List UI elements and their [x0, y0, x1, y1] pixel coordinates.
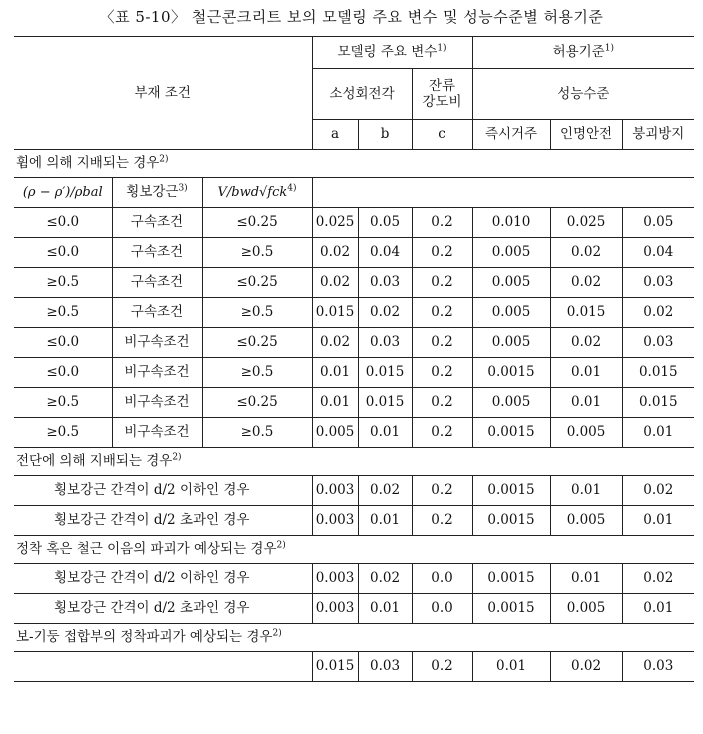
value-cp-cell: 0.03	[622, 328, 694, 358]
value-b-cell: 0.05	[358, 208, 412, 238]
value-c-cell: 0.2	[412, 388, 472, 418]
value-io-cell: 0.005	[472, 238, 550, 268]
table-row	[14, 238, 694, 268]
value-a-cell: 0.02	[312, 238, 358, 268]
value-a-cell: 0.01	[312, 358, 358, 388]
acceptance-header: 허용기준$^{1)}$	[472, 37, 694, 69]
col-b-header: b	[358, 120, 412, 150]
condition-label-cell: 횡보강근 간격이 d/2 초과인 경우	[14, 594, 312, 624]
value-c-cell: 0.0	[412, 564, 472, 594]
rho-cell: ≥0.5	[14, 388, 112, 418]
col-ls-header: 인명안전	[550, 120, 622, 150]
value-cp-cell: 0.02	[622, 476, 694, 506]
shear-ratio-cell: ≤0.25	[202, 268, 312, 298]
transverse-reinforcement-cell: 구속조건	[112, 298, 202, 328]
value-io-cell: 0.005	[472, 328, 550, 358]
value-ls-cell: 0.01	[550, 476, 622, 506]
value-a-cell: 0.003	[312, 594, 358, 624]
table-row	[14, 358, 694, 388]
value-a-cell: 0.003	[312, 564, 358, 594]
value-c-cell: 0.2	[412, 358, 472, 388]
value-ls-cell: 0.02	[550, 328, 622, 358]
value-cp-cell: 0.015	[622, 388, 694, 418]
value-c-cell: 0.2	[412, 652, 472, 682]
value-io-cell: 0.0015	[472, 594, 550, 624]
col-a-header: a	[312, 120, 358, 150]
value-io-cell: 0.01	[472, 652, 550, 682]
value-c-cell: 0.0	[412, 594, 472, 624]
value-io-cell: 0.005	[472, 298, 550, 328]
plastic-rotation-header: 소성회전각	[312, 69, 412, 120]
modeling-params-header: 모델링 주요 변수$^{1)}$	[312, 37, 472, 69]
value-b-cell: 0.01	[358, 506, 412, 536]
value-a-cell: 0.005	[312, 418, 358, 448]
value-cp-cell: 0.02	[622, 564, 694, 594]
table-row	[14, 388, 694, 418]
table-row	[14, 594, 694, 624]
value-io-cell: 0.0015	[472, 476, 550, 506]
value-b-cell: 0.015	[358, 358, 412, 388]
table-row	[14, 476, 694, 506]
joint-rows	[14, 652, 694, 682]
value-ls-cell: 0.02	[550, 268, 622, 298]
value-a-cell: 0.01	[312, 388, 358, 418]
transverse-reinforcement-cell: 구속조건	[112, 238, 202, 268]
value-b-cell: 0.015	[358, 388, 412, 418]
table-row	[14, 208, 694, 238]
value-io-cell: 0.0015	[472, 506, 550, 536]
transverse-reinforcement-cell: 구속조건	[112, 268, 202, 298]
section-title-shear: 전단에 의해 지배되는 경우$^{2)}$	[14, 448, 694, 476]
shear-ratio-cell: ≤0.25	[202, 208, 312, 238]
value-io-cell: 0.005	[472, 268, 550, 298]
value-ls-cell: 0.01	[550, 388, 622, 418]
value-ls-cell: 0.005	[550, 506, 622, 536]
value-b-cell: 0.02	[358, 476, 412, 506]
table-row	[14, 652, 694, 682]
value-b-cell: 0.03	[358, 328, 412, 358]
value-a-cell: 0.003	[312, 506, 358, 536]
value-io-cell: 0.0015	[472, 564, 550, 594]
condition-label-cell: 횡보강근 간격이 d/2 이하인 경우	[14, 476, 312, 506]
shear-ratio-cell: ≥0.5	[202, 238, 312, 268]
value-b-cell: 0.04	[358, 238, 412, 268]
acceptance-criteria-table	[14, 36, 694, 682]
transverse-reinforcement-cell: 비구속조건	[112, 418, 202, 448]
rho-cell: ≤0.0	[14, 328, 112, 358]
value-c-cell: 0.2	[412, 298, 472, 328]
col-cp-header: 붕괴방지	[622, 120, 694, 150]
table-row	[14, 506, 694, 536]
value-b-cell: 0.02	[358, 298, 412, 328]
section-title-anchorage: 정착 혹은 철근 이음의 파괴가 예상되는 경우$^{2)}$	[14, 536, 694, 564]
subheader-shear-ratio: V/bwd√fck$^{4)}$	[202, 178, 312, 208]
value-ls-cell: 0.01	[550, 564, 622, 594]
table-row	[14, 418, 694, 448]
value-cp-cell: 0.04	[622, 238, 694, 268]
shear-ratio-cell: ≥0.5	[202, 358, 312, 388]
value-cp-cell: 0.015	[622, 358, 694, 388]
value-ls-cell: 0.02	[550, 652, 622, 682]
col-io-header: 즉시거주	[472, 120, 550, 150]
value-c-cell: 0.2	[412, 476, 472, 506]
value-cp-cell: 0.03	[622, 652, 694, 682]
value-io-cell: 0.010	[472, 208, 550, 238]
condition-label-cell: 횡보강근 간격이 d/2 초과인 경우	[14, 506, 312, 536]
rho-cell: ≥0.5	[14, 268, 112, 298]
value-a-cell: 0.02	[312, 328, 358, 358]
value-b-cell: 0.03	[358, 652, 412, 682]
residual-strength-header: 잔류 강도비	[412, 69, 472, 120]
shear-rows	[14, 476, 694, 536]
value-c-cell: 0.2	[412, 418, 472, 448]
table-title: 〈표 5-10〉 철근콘크리트 보의 모델링 주요 변수 및 성능수준별 허용기준	[99, 8, 604, 26]
value-b-cell: 0.03	[358, 268, 412, 298]
condition-label-cell	[14, 652, 312, 682]
value-b-cell: 0.01	[358, 418, 412, 448]
value-a-cell: 0.025	[312, 208, 358, 238]
value-ls-cell: 0.025	[550, 208, 622, 238]
table-row	[14, 298, 694, 328]
value-cp-cell: 0.01	[622, 418, 694, 448]
value-a-cell: 0.015	[312, 298, 358, 328]
subheader-transverse-reinforcement: 횡보강근$^{3)}$	[112, 178, 202, 208]
value-c-cell: 0.2	[412, 268, 472, 298]
transverse-reinforcement-cell: 비구속조건	[112, 388, 202, 418]
value-ls-cell: 0.015	[550, 298, 622, 328]
value-cp-cell: 0.01	[622, 506, 694, 536]
section-title-flexure: 휨에 의해 지배되는 경우$^{2)}$	[14, 150, 694, 178]
value-cp-cell: 0.05	[622, 208, 694, 238]
table-row	[14, 268, 694, 298]
value-io-cell: 0.0015	[472, 418, 550, 448]
value-c-cell: 0.2	[412, 506, 472, 536]
transverse-reinforcement-cell: 비구속조건	[112, 358, 202, 388]
performance-level-header: 성능수준	[472, 69, 694, 120]
value-io-cell: 0.005	[472, 388, 550, 418]
transverse-reinforcement-cell: 비구속조건	[112, 328, 202, 358]
shear-ratio-cell: ≥0.5	[202, 418, 312, 448]
value-b-cell: 0.01	[358, 594, 412, 624]
value-ls-cell: 0.02	[550, 238, 622, 268]
value-io-cell: 0.0015	[472, 358, 550, 388]
anchorage-rows	[14, 564, 694, 624]
value-c-cell: 0.2	[412, 208, 472, 238]
table-row	[14, 564, 694, 594]
value-ls-cell: 0.01	[550, 358, 622, 388]
value-a-cell: 0.003	[312, 476, 358, 506]
flexure-rows	[14, 208, 694, 448]
section-title-joint: 보-기둥 접합부의 정착파괴가 예상되는 경우$^{2)}$	[14, 624, 694, 652]
value-c-cell: 0.2	[412, 328, 472, 358]
value-b-cell: 0.02	[358, 564, 412, 594]
value-cp-cell: 0.03	[622, 268, 694, 298]
condition-label-cell: 횡보강근 간격이 d/2 이하인 경우	[14, 564, 312, 594]
table-row	[14, 328, 694, 358]
shear-ratio-cell: ≤0.25	[202, 388, 312, 418]
value-a-cell: 0.02	[312, 268, 358, 298]
subheader-rho: (ρ − ρ′)/ρbal	[14, 178, 112, 208]
shear-ratio-cell: ≤0.25	[202, 328, 312, 358]
value-ls-cell: 0.005	[550, 594, 622, 624]
rho-cell: ≤0.0	[14, 358, 112, 388]
transverse-reinforcement-cell: 구속조건	[112, 208, 202, 238]
member-condition-header: 부재 조건	[14, 37, 312, 150]
col-c-header: c	[412, 120, 472, 150]
value-ls-cell: 0.005	[550, 418, 622, 448]
rho-cell: ≥0.5	[14, 418, 112, 448]
shear-ratio-cell: ≥0.5	[202, 298, 312, 328]
value-c-cell: 0.2	[412, 238, 472, 268]
value-a-cell: 0.015	[312, 652, 358, 682]
value-cp-cell: 0.02	[622, 298, 694, 328]
rho-cell: ≤0.0	[14, 208, 112, 238]
rho-cell: ≤0.0	[14, 238, 112, 268]
value-cp-cell: 0.01	[622, 594, 694, 624]
rho-cell: ≥0.5	[14, 298, 112, 328]
